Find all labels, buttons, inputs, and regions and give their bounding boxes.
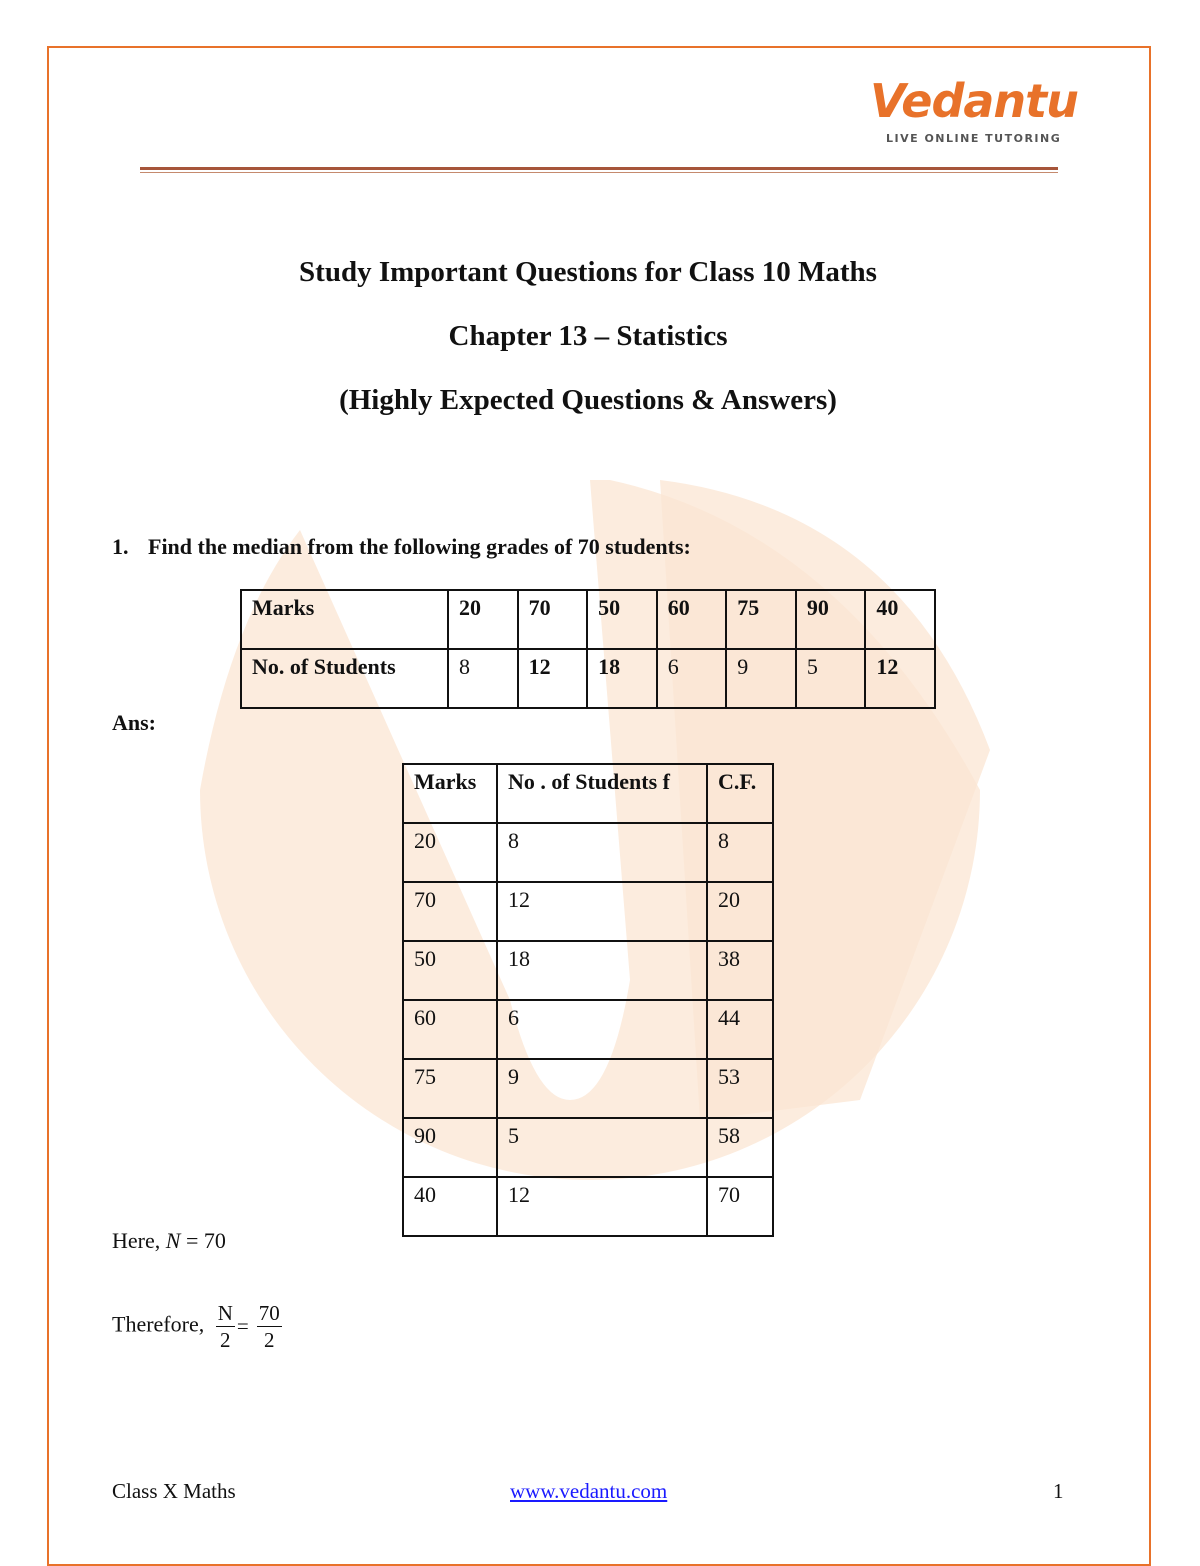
table-cell: 18: [497, 941, 707, 1000]
table-row: [403, 941, 773, 1000]
table-cell: 12: [497, 1177, 707, 1236]
chapter-title: Chapter 13 – Statistics: [448, 320, 728, 352]
table-cell: 53: [707, 1059, 773, 1118]
fraction-n-over-2: [216, 1300, 235, 1353]
table-cell: 8: [448, 649, 518, 708]
table-cell: No. of Students: [241, 649, 448, 708]
table-cell: 6: [657, 649, 727, 708]
table-cell: 9: [497, 1059, 707, 1118]
fraction-70-over-2: [257, 1300, 282, 1353]
table-row: [403, 823, 773, 882]
table-row: [403, 1059, 773, 1118]
answer-label: Ans:: [112, 710, 157, 735]
table-cell: 70: [707, 1177, 773, 1236]
table-cell: 50: [587, 590, 657, 649]
table-cell: 6: [497, 1000, 707, 1059]
table-cell: 75: [726, 590, 796, 649]
answer-table: [402, 763, 774, 1237]
table-cell: 20: [707, 882, 773, 941]
question-text: Find the median from the following grades of 70 students:: [148, 534, 691, 559]
fraction-numerator: 70: [258, 1301, 280, 1325]
footer-website-link[interactable]: www.vedantu.com: [510, 1479, 668, 1503]
fraction-denominator: 2: [263, 1328, 275, 1352]
table-header: C.F.: [707, 764, 773, 823]
table-row: [241, 649, 935, 708]
table-cell: 9: [726, 649, 796, 708]
table-cell: 18: [587, 649, 657, 708]
logo-tagline: LIVE ONLINE TUTORING: [886, 132, 1062, 145]
solution-therefore: [112, 1300, 282, 1353]
therefore-label: Therefore,: [112, 1311, 205, 1337]
table-cell: Marks: [241, 590, 448, 649]
table-cell: 60: [657, 590, 727, 649]
table-cell: 38: [707, 941, 773, 1000]
table-cell: 70: [518, 590, 588, 649]
table-cell: 75: [403, 1059, 497, 1118]
table-row: [403, 882, 773, 941]
footer-class-label: Class X Maths: [112, 1479, 236, 1503]
page-number: 1: [1053, 1479, 1064, 1503]
table-cell: 12: [865, 649, 935, 708]
vedantu-logo: [870, 74, 1078, 150]
table-row: [403, 1177, 773, 1236]
table-cell: 50: [403, 941, 497, 1000]
table-cell: 8: [497, 823, 707, 882]
n-symbol: N: [165, 1228, 181, 1253]
table-cell: 70: [403, 882, 497, 941]
header-rule: [140, 167, 1058, 170]
table-cell: 44: [707, 1000, 773, 1059]
table-cell: 5: [497, 1118, 707, 1177]
equals-sign: =: [236, 1314, 249, 1338]
subtitle: (Highly Expected Questions & Answers): [339, 384, 837, 416]
table-cell: 90: [796, 590, 866, 649]
table-cell: 20: [448, 590, 518, 649]
table-cell: 40: [403, 1177, 497, 1236]
table-cell: 12: [518, 649, 588, 708]
table-header-row: [403, 764, 773, 823]
table-header: No . of Students f: [497, 764, 707, 823]
table-cell: 60: [403, 1000, 497, 1059]
table-cell: 12: [497, 882, 707, 941]
table-cell: 5: [796, 649, 866, 708]
table-header: Marks: [403, 764, 497, 823]
table-cell: 58: [707, 1118, 773, 1177]
table-cell: 8: [707, 823, 773, 882]
fraction-denominator: 2: [220, 1328, 231, 1352]
table-row: [403, 1118, 773, 1177]
table-cell: 20: [403, 823, 497, 882]
question-1: [112, 534, 691, 560]
logo-wordmark: Vedantu: [870, 74, 1078, 128]
fraction-numerator: N: [217, 1301, 233, 1325]
solution-here: [112, 1228, 226, 1254]
header-rule-thin: [140, 172, 1058, 173]
table-row: [241, 590, 935, 649]
n-value: = 70: [185, 1228, 226, 1253]
question-number: 1.: [112, 534, 129, 559]
table-cell: 40: [865, 590, 935, 649]
table-row: [403, 1000, 773, 1059]
page-title: Study Important Questions for Class 10 Maths: [299, 256, 877, 288]
here-prefix: Here,: [112, 1228, 161, 1253]
table-cell: 90: [403, 1118, 497, 1177]
question-table: [240, 589, 936, 709]
